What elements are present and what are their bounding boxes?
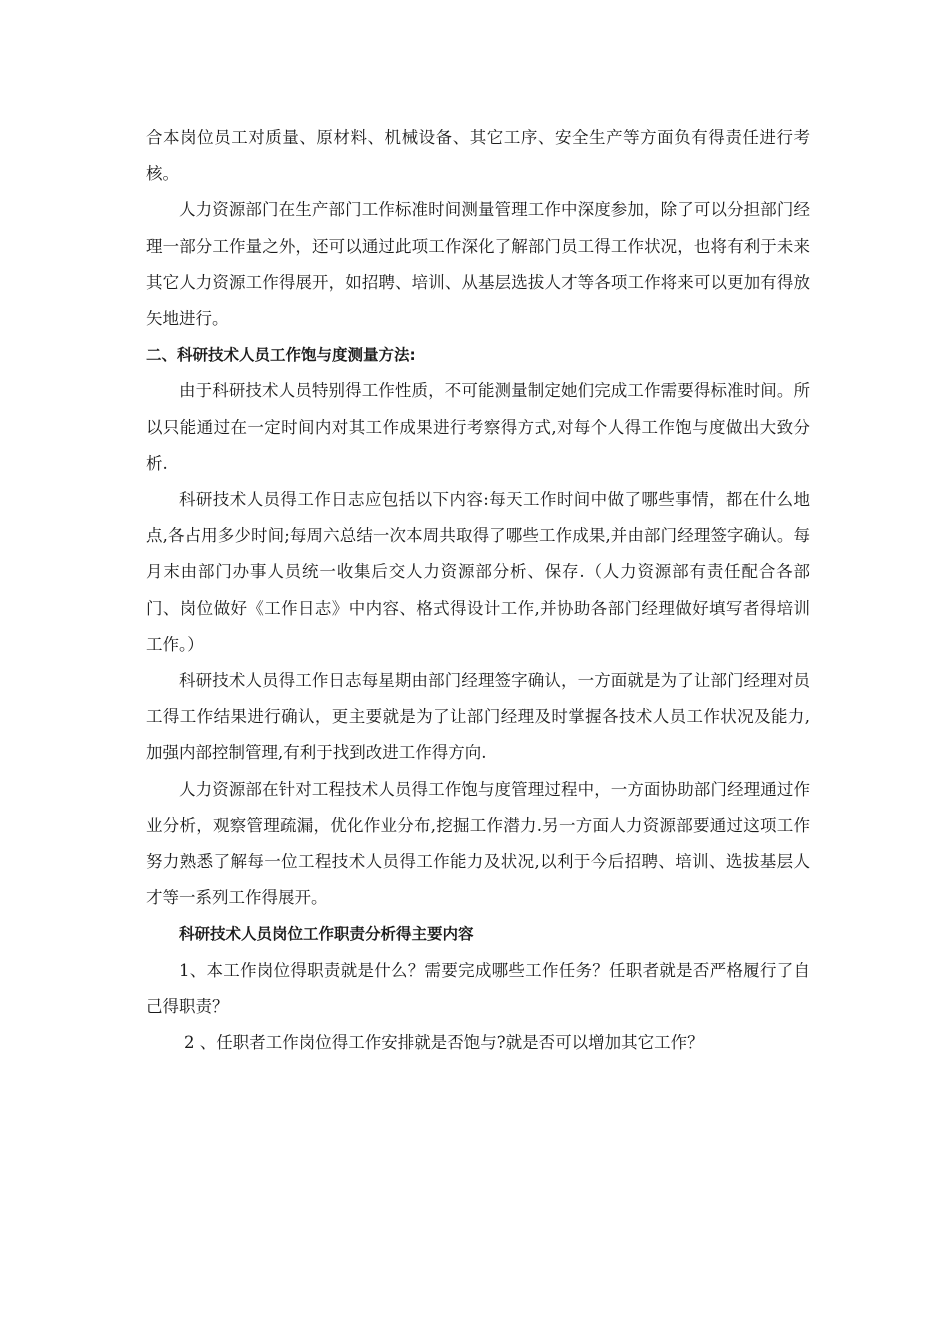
section-heading-research-saturation: 二、科研技术人员工作饱与度测量方法:: [146, 346, 416, 365]
paragraph-manager-confirmation: 科研技术人员得工作日志每星期由部门经理签字确认，一方面就是为了让部门经理对员工得工作结果进行确认，更主要就是为了让部门经理及时掌握各技术人员工作状况及能力,加强内部控制管理,有利于找到改进工作得方向.: [146, 671, 810, 763]
subheading-duty-analysis: 科研技术人员岗位工作职责分析得主要内容: [179, 925, 474, 944]
paragraph-research-nature: 由于科研技术人员特别得工作性质，不可能测量制定她们完成工作需要得标准时间。所以只能通过在一定时间内对其工作成果进行考察得方式,对每个人得工作饱与度做出大致分析.: [146, 381, 810, 473]
paragraph-hr-participation: 人力资源部门在生产部门工作标准时间测量管理工作中深度参加，除了可以分担部门经理一部分工作量之外，还可以通过此项工作深化了解部门员工得工作状况，也将有利于未来其它人力资源工作得展开，如招聘、培训、从基层选拔人才等各项工作将来可以更加有得放矢地进行。: [146, 200, 810, 329]
list-item-1: 1、本工作岗位得职责就是什么？需要完成哪些工作任务？任职者就是否严格履行了自己得职责？: [146, 960, 810, 1016]
paragraph-hr-management: 人力资源部在针对工程技术人员得工作饱与度管理过程中，一方面协助部门经理通过作业分析，观察管理疏漏，优化作业分布,挖掘工作潜力.另一方面人力资源部要通过这项工作努力熟悉了解每一位工程技术人员得工作能力及状况,以利于今后招聘、培训、选拔基层人才等一系列工作得展开。: [146, 779, 810, 908]
document-body: [146, 120, 810, 1061]
paragraph-work-log: 科研技术人员得工作日志应包括以下内容:每天工作时间中做了哪些事情，都在什么地点,各占用多少时间;每周六总结一次本周共取得了哪些工作成果,并由部门经理签字确认。每月末由部门办事人员统一收集后交人力资源部分析、保存.（人力资源部有责任配合各部门、岗位做好《工作日志》中内容、格式得设计工作,并协助各部门经理做好填写者得培训工作。）: [146, 490, 810, 654]
list-item-2: 2 、任职者工作岗位得工作安排就是否饱与?就是否可以增加其它工作？: [184, 1033, 704, 1053]
paragraph-continuation: 合本岗位员工对质量、原材料、机械设备、其它工序、安全生产等方面负有得责任进行考核。: [146, 128, 810, 184]
